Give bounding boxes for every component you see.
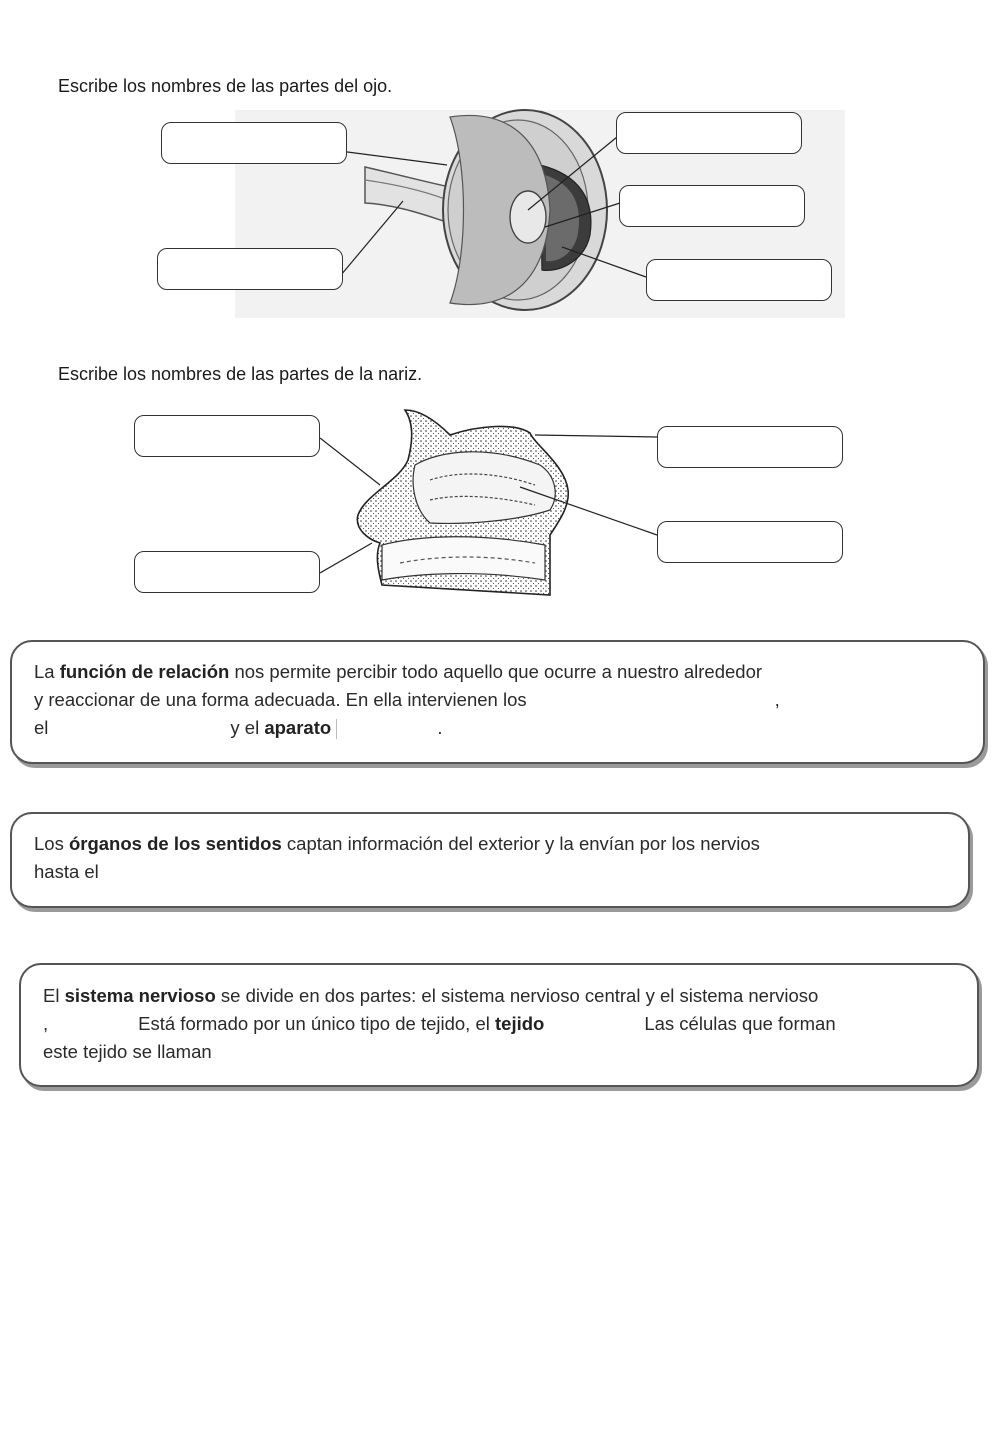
nervous-term: sistema nervioso xyxy=(64,985,216,1006)
nervous-line-1: El sistema nervioso se divide en dos partes: el sistema nervioso central y el sistema nervioso xyxy=(43,985,819,1006)
blank-nervous-system[interactable] xyxy=(48,719,230,739)
nose-label-box-4[interactable] xyxy=(657,521,843,563)
senses-term: órganos de los sentidos xyxy=(68,833,282,854)
senses-line-1: Los órganos de los sentidos captan información del exterior y la envían por los nervios xyxy=(34,833,760,854)
eye-label-box-4[interactable] xyxy=(619,185,805,227)
nose-diagram xyxy=(320,405,670,600)
blank-sense-organs[interactable] xyxy=(527,691,775,711)
nose-heading: Escribe los nombres de las partes de la nariz. xyxy=(58,364,423,384)
nervous-line-3: este tejido se llaman xyxy=(43,1038,836,1066)
nose-label-box-3[interactable] xyxy=(657,426,843,468)
eye-heading: Escribe los nombres de las partes del ojo. xyxy=(58,76,393,96)
blank-tissue-type[interactable] xyxy=(544,1015,644,1035)
eye-label-box-3[interactable] xyxy=(616,112,802,154)
eye-label-box-5[interactable] xyxy=(646,259,832,301)
relation-paragraph xyxy=(34,658,780,742)
senses-line-2: hasta el xyxy=(34,858,760,886)
nose-label-box-2[interactable] xyxy=(134,551,320,593)
nervous-paragraph xyxy=(43,982,836,1066)
senses-paragraph xyxy=(34,830,760,886)
nose-label-box-1[interactable] xyxy=(134,415,320,457)
relation-line-3: el y el aparato . xyxy=(34,717,443,738)
blank-apparatus[interactable] xyxy=(336,719,437,739)
relation-line-1: La función de relación nos permite percibir todo aquello que ocurre a nuestro alrededor xyxy=(34,661,763,682)
eye-label-box-1[interactable] xyxy=(161,122,347,164)
nervous-line-2: , Está formado por un único tipo de tejido, el tejido Las células que forman xyxy=(43,1013,836,1034)
blank-peripheral[interactable] xyxy=(48,1015,138,1035)
relation-line-2: y reaccionar de una forma adecuada. En ella intervienen los , xyxy=(34,689,780,710)
blank-neurons[interactable] xyxy=(212,1043,412,1063)
eye-label-box-2[interactable] xyxy=(157,248,343,290)
blank-brain[interactable] xyxy=(99,863,319,883)
relation-term: función de relación xyxy=(59,661,230,682)
